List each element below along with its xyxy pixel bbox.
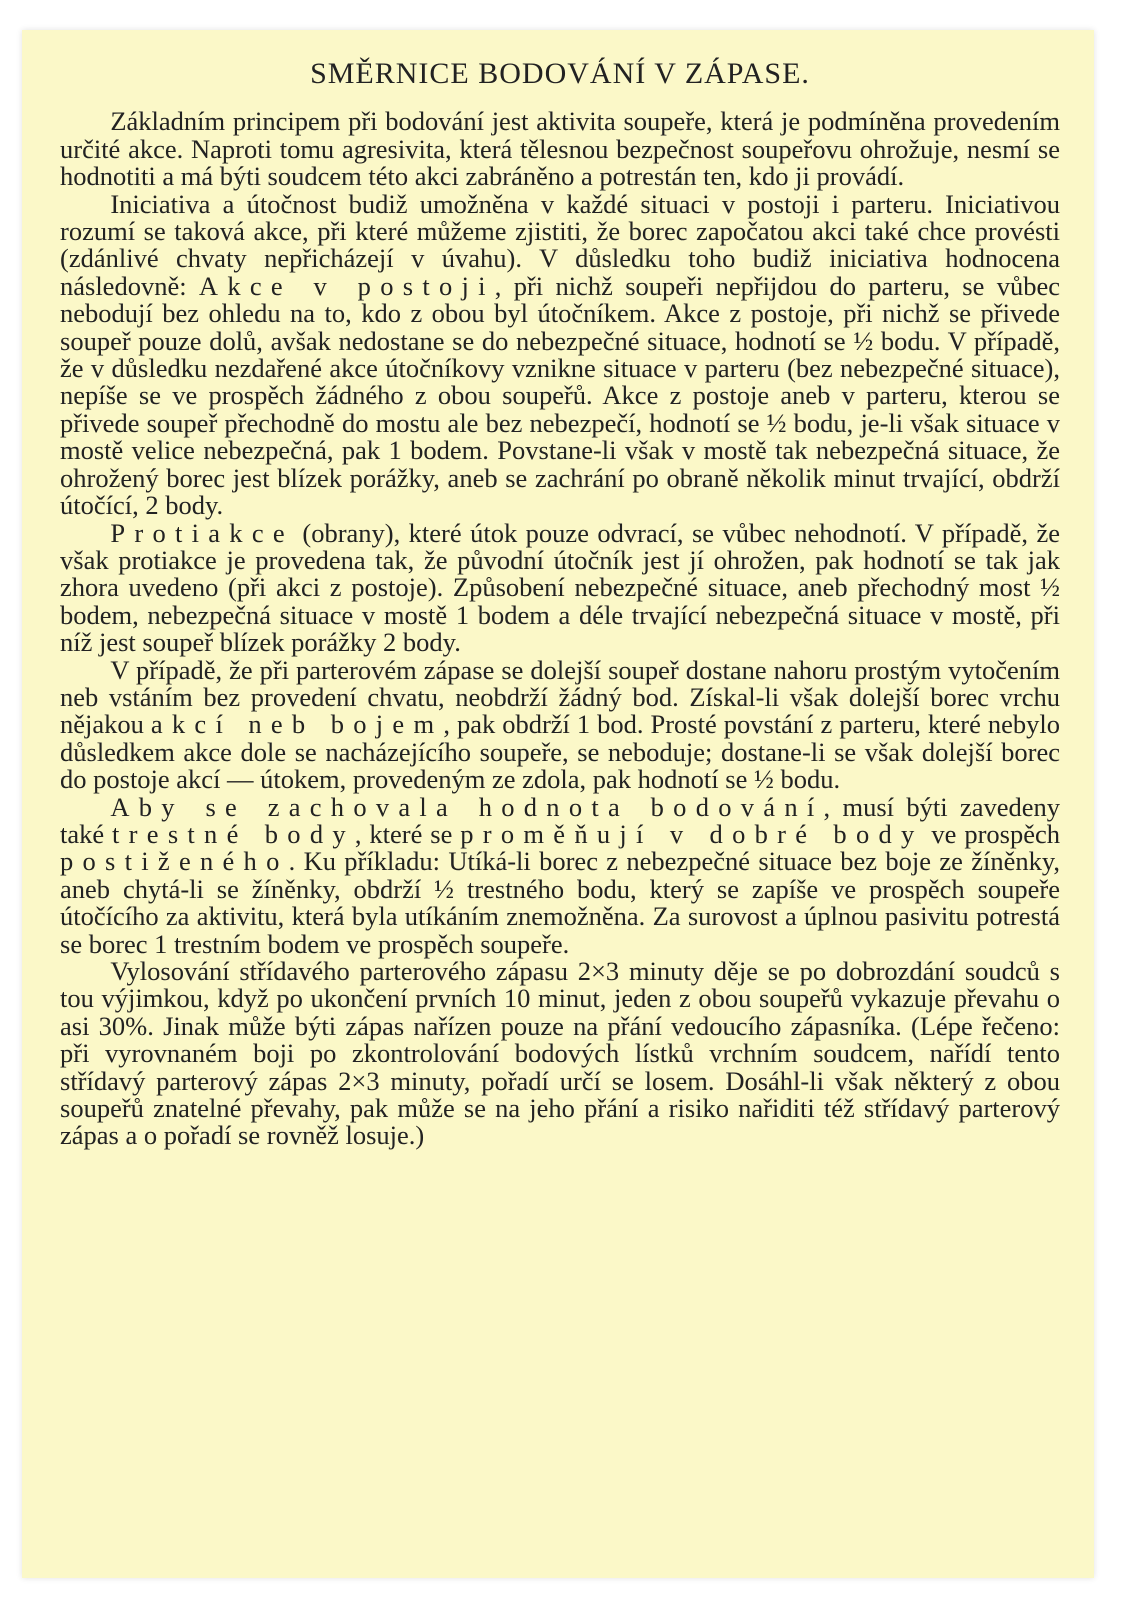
paragraph xyxy=(60,654,1060,795)
paragraph xyxy=(60,958,1060,1150)
text-run: Základním principem při bodování jest aktivita soupeře, která je podmíněna provedením určité akce. Naproti tomu agresivita, která tělesnou bezpečnost soupeřovu ohrožuje, nesmí se hodnotiti a má býti soudcem této akci zabráněno a potrestán ten, kdo ji provádí. xyxy=(60,106,1060,192)
paragraph xyxy=(60,108,1060,190)
text-run: , pak obdrží 1 bod. Prosté povstání z parteru, které nebylo důsledkem akce dole se nacházejícího soupeře, se neboduje; dostane-li se však dolejší borec do postoje akcí — útokem, provedeným ze zdola, pak hodnotí se ½ bodu. xyxy=(60,709,1060,795)
text-run: , při nichž soupeři nepřijdou do parteru, se vůbec nebodují bez ohledu na to, kdo z obou byl útočníkem. Akce z postoje, při nichž se přivede soupeř pouze dolů, avšak nedostane se do nebezpečné situace, hodnotí se ½ bodu. V případě, že v důsledku nezdařené akce útočníkovy vznikne situace v parteru (bez nebezpečné situace), nepíše se ve prospěch žádného z obou soupeřů. Akce z postoje aneb v parteru, kterou se přivede soupeř přechodně do mostu ale bez nebezpečí, hodnotí se ½ bodu, je-li však situace v mostě velice nebezpečná, pak 1 bodem. Povstane-li však v mostě tak nebezpečná situace, že ohrožený borec jest blízek porážky, aneb se zachrání po obraně několik minut trvající, obdrží útočící, 2 body. xyxy=(60,270,1060,521)
paragraph-list xyxy=(60,108,1060,1149)
text-run: Iniciativa a útočnost budiž umožněna v každé situaci v postoji i parteru. Iniciativou rozumí se taková akce, při které můžeme zjistiti, že borec započatou akci také chce provésti (zdánlivé chvaty nepřicházejí v úvahu). V důsledku toho budiž iniciativa hodnocena následovně: xyxy=(60,188,1060,301)
paragraph xyxy=(60,188,1060,521)
spaced-emphasis: postiženého xyxy=(60,846,289,877)
text-run: V případě, že při parterovém zápase se dolejší soupeř dostane nahoru prostým vytočením neb vstáním bez provedení chvatu, neobdrží žádný bod. Získal-li však dolejší borec vrchu nějakou xyxy=(60,654,1060,740)
spaced-emphasis: Akce v postoji xyxy=(198,270,495,301)
text-run: . Ku příkladu: Utíká-li borec z nebezpečné situace bez boje ze žíněnky, aneb chytá-li se žíněnky, obdrží ½ trestného bodu, který se zapíše ve prospěch soupeře útočícího za aktivitu, která byla utíkáním znemožněna. Za surovost a úplnou pasivitu potrestá se borec 1 trestním bodem ve prospěch soupeře. xyxy=(60,846,1060,959)
paragraph xyxy=(60,517,1060,658)
spaced-emphasis: Protiakce xyxy=(110,517,294,548)
text-run: , musí býti zavedeny také xyxy=(60,791,1060,849)
spaced-emphasis: proměňují v dobré body xyxy=(460,818,924,849)
text-run: (obrany), které útok pouze odvrací, se vůbec nehodnotí. V případě, že však protiakce je provedena tak, že původní útočník jest jí ohrožen, pak hodnotí se tak jak zhora uvedeno (při akci z postoje). Způsobení nebezpečné situace, aneb přechodný most ½ bodem, nebezpečná situace v mostě 1 bodem a déle trvající nebezpečná situace v mostě, při níž jest soupeř blízek porážky 2 body. xyxy=(60,517,1060,658)
paragraph xyxy=(60,791,1061,959)
text-run: Vylosování střídavého parterového zápasu 2×3 minuty děje se po dobrozdání soudců s tou výjimkou, když po ukončení prvních 10 minut, jeden z obou soupeřů vykazuje převahu o asi 30%. Jinak může býti zápas nařízen pouze na přání vedoucího zápasníka. (Lépe řečeno: při vyrovnaném boji po zkontrolování bodových lístků vrchním soudcem, nařídí tento střídavý parterový zápas 2×3 minuty, pořadí určí se losem. Dosáhl-li však některý z obou soupeřů znatelné převahy, pak může se na jeho přání a risiko nařiditi též střídavý parterový zápas a o pořadí se rovněž losuje.) xyxy=(60,956,1060,1151)
spaced-emphasis: akcí neb bojem xyxy=(150,709,444,740)
document-page xyxy=(22,30,1094,1578)
text-run: , které se xyxy=(354,818,461,849)
spaced-emphasis: trestné body xyxy=(112,818,355,849)
spaced-emphasis: Aby se zachovala hodnota bodování xyxy=(110,791,824,822)
document-title: SMĚRNICE BODOVÁNÍ V ZÁPASE. xyxy=(310,57,810,90)
document-body xyxy=(60,57,1061,1151)
text-run: ve prospěch xyxy=(923,818,1061,849)
